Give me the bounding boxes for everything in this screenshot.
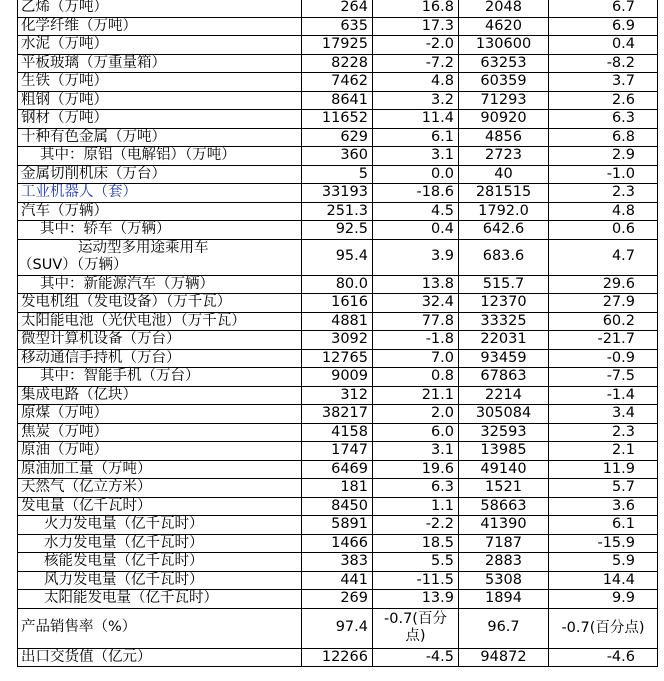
month-value: 95.4 <box>302 239 373 275</box>
table-row <box>18 405 658 424</box>
month-growth: -7.2 <box>373 54 459 73</box>
product-name: 粗钢（万吨） <box>18 91 302 110</box>
month-value: 629 <box>302 128 373 147</box>
month-growth: -2.0 <box>373 36 459 55</box>
table-row <box>18 36 658 55</box>
table-row <box>18 275 658 294</box>
table-row <box>18 608 658 648</box>
product-name: 火力发电量（亿千瓦时） <box>18 516 302 535</box>
month-growth: 77.8 <box>373 312 459 331</box>
month-growth: -18.6 <box>373 184 459 203</box>
product-name-line2: （SUV）（万辆） <box>18 257 128 273</box>
product-name: 平板玻璃（万重量箱） <box>18 54 302 73</box>
product-name: 化学纤维（万吨） <box>18 17 302 36</box>
month-growth: 11.4 <box>373 110 459 129</box>
table-body <box>18 0 658 667</box>
cumulative-growth: 2.9 <box>549 147 658 166</box>
month-growth: -1.8 <box>373 331 459 350</box>
month-growth: 4.8 <box>373 73 459 92</box>
month-growth: 18.5 <box>373 534 459 553</box>
month-growth: 17.3 <box>373 17 459 36</box>
product-name-line1: 运动型多用途乘用车 <box>78 240 209 256</box>
month-value: 4881 <box>302 312 373 331</box>
table-row <box>18 17 658 36</box>
cumulative-growth: 4.8 <box>549 202 658 221</box>
cumulative-growth: 3.7 <box>549 73 658 92</box>
table-row <box>18 73 658 92</box>
product-name: 微型计算机设备（万台） <box>18 331 302 350</box>
month-growth: 0.4 <box>373 221 459 240</box>
cumulative-growth: -7.5 <box>549 368 658 387</box>
month-value: 360 <box>302 147 373 166</box>
product-name: 水泥（万吨） <box>18 36 302 55</box>
cumulative-value: 2214 <box>459 386 549 405</box>
cumulative-value: 90920 <box>459 110 549 129</box>
cumulative-value: 94872 <box>459 648 549 667</box>
cumulative-growth: -8.2 <box>549 54 658 73</box>
product-name: 钢材（万吨） <box>18 110 302 129</box>
cumulative-value: 305084 <box>459 405 549 424</box>
cumulative-value: 12370 <box>459 294 549 313</box>
cumulative-value: 96.7 <box>459 608 549 648</box>
cumulative-growth: 6.7 <box>549 0 658 17</box>
product-name: 发电机组（发电设备）（万千瓦） <box>18 294 302 313</box>
month-value: 251.3 <box>302 202 373 221</box>
month-value: 312 <box>302 386 373 405</box>
month-growth: 2.0 <box>373 405 459 424</box>
cumulative-value: 281515 <box>459 184 549 203</box>
table-row <box>18 221 658 240</box>
cumulative-value: 71293 <box>459 91 549 110</box>
month-value: 1747 <box>302 442 373 461</box>
cumulative-value: 22031 <box>459 331 549 350</box>
month-value: 383 <box>302 553 373 572</box>
cumulative-growth: 27.9 <box>549 294 658 313</box>
product-name: 乙烯（万吨） <box>18 0 302 17</box>
month-growth: 13.8 <box>373 275 459 294</box>
month-growth: 32.4 <box>373 294 459 313</box>
month-value: 12266 <box>302 648 373 667</box>
month-value: 33193 <box>302 184 373 203</box>
month-growth: -11.5 <box>373 571 459 590</box>
table-row <box>18 648 658 667</box>
product-name: 焦炭（万吨） <box>18 423 302 442</box>
table-row <box>18 312 658 331</box>
cumulative-growth: 6.3 <box>549 110 658 129</box>
month-value: 5891 <box>302 516 373 535</box>
cumulative-growth: 29.6 <box>549 275 658 294</box>
month-value: 8450 <box>302 497 373 516</box>
cumulative-value: 515.7 <box>459 275 549 294</box>
cumulative-growth: 4.7 <box>549 239 658 275</box>
month-growth: 7.0 <box>373 349 459 368</box>
table-row <box>18 479 658 498</box>
product-name: 发电量（亿千瓦时） <box>18 497 302 516</box>
month-value: 635 <box>302 17 373 36</box>
table-row <box>18 331 658 350</box>
cumulative-growth: 2.3 <box>549 423 658 442</box>
month-value: 1616 <box>302 294 373 313</box>
cumulative-value: 49140 <box>459 460 549 479</box>
cumulative-value: 32593 <box>459 423 549 442</box>
cumulative-growth: 3.4 <box>549 405 658 424</box>
cumulative-growth: -15.9 <box>549 534 658 553</box>
month-value: 80.0 <box>302 275 373 294</box>
month-growth: 6.0 <box>373 423 459 442</box>
month-growth: 3.2 <box>373 91 459 110</box>
product-name: 核能发电量（亿千瓦时） <box>18 553 302 572</box>
cumulative-value: 2048 <box>459 0 549 17</box>
month-growth: 1.1 <box>373 497 459 516</box>
cumulative-value: 4856 <box>459 128 549 147</box>
product-name: 生铁（万吨） <box>18 73 302 92</box>
cumulative-value: 2723 <box>459 147 549 166</box>
month-growth: 0.8 <box>373 368 459 387</box>
month-growth: -0.7(百分点) <box>373 608 459 648</box>
cumulative-value: 60359 <box>459 73 549 92</box>
month-growth: 5.5 <box>373 553 459 572</box>
month-value: 7462 <box>302 73 373 92</box>
industrial-output-table <box>17 0 658 667</box>
month-growth: 13.9 <box>373 590 459 609</box>
table-row <box>18 368 658 387</box>
cumulative-value: 67863 <box>459 368 549 387</box>
cumulative-growth: 6.8 <box>549 128 658 147</box>
table-row <box>18 147 658 166</box>
month-value: 9009 <box>302 368 373 387</box>
cumulative-growth: 5.7 <box>549 479 658 498</box>
cumulative-value: 1894 <box>459 590 549 609</box>
month-value: 269 <box>302 590 373 609</box>
table-row <box>18 110 658 129</box>
table-row <box>18 294 658 313</box>
table-row <box>18 423 658 442</box>
cumulative-value: 93459 <box>459 349 549 368</box>
cumulative-value: 63253 <box>459 54 549 73</box>
table-row <box>18 516 658 535</box>
cumulative-growth: -0.7(百分点) <box>549 608 658 648</box>
cumulative-growth: 6.1 <box>549 516 658 535</box>
table-row <box>18 442 658 461</box>
product-name: 太阳能电池（光伏电池）（万千瓦） <box>18 312 302 331</box>
cumulative-value: 130600 <box>459 36 549 55</box>
table-row <box>18 534 658 553</box>
product-name: 汽车（万辆） <box>18 202 302 221</box>
month-value: 8641 <box>302 91 373 110</box>
table-row <box>18 0 658 17</box>
month-growth: 4.5 <box>373 202 459 221</box>
cumulative-growth: -1.0 <box>549 165 658 184</box>
month-value: 1466 <box>302 534 373 553</box>
month-growth: 21.1 <box>373 386 459 405</box>
month-value: 181 <box>302 479 373 498</box>
cumulative-growth: 14.4 <box>549 571 658 590</box>
table-row <box>18 184 658 203</box>
month-growth: 0.0 <box>373 165 459 184</box>
cumulative-value: 2883 <box>459 553 549 572</box>
product-name: 风力发电量（亿千瓦时） <box>18 571 302 590</box>
cumulative-value: 1792.0 <box>459 202 549 221</box>
product-name: 产品销售率（%） <box>18 608 302 648</box>
table-row <box>18 239 658 275</box>
product-name: 十种有色金属（万吨） <box>18 128 302 147</box>
product-name: 原油加工量（万吨） <box>18 460 302 479</box>
cumulative-growth: 0.4 <box>549 36 658 55</box>
cumulative-growth: 0.6 <box>549 221 658 240</box>
cumulative-growth: -0.9 <box>549 349 658 368</box>
table-row <box>18 497 658 516</box>
month-value: 264 <box>302 0 373 17</box>
product-name-link[interactable]: 工业机器人（套） <box>18 184 302 203</box>
product-name: 其中：轿车（万辆） <box>18 221 302 240</box>
month-growth: 19.6 <box>373 460 459 479</box>
month-growth: 6.3 <box>373 479 459 498</box>
cumulative-growth: 6.9 <box>549 17 658 36</box>
month-value: 12765 <box>302 349 373 368</box>
cumulative-value: 1521 <box>459 479 549 498</box>
cumulative-value: 4620 <box>459 17 549 36</box>
table-row <box>18 460 658 479</box>
cumulative-value: 5308 <box>459 571 549 590</box>
month-value: 5 <box>302 165 373 184</box>
cumulative-value: 683.6 <box>459 239 549 275</box>
month-value: 3092 <box>302 331 373 350</box>
cumulative-growth: -21.7 <box>549 331 658 350</box>
cumulative-growth: 11.9 <box>549 460 658 479</box>
cumulative-growth: 2.1 <box>549 442 658 461</box>
product-name: 其中：新能源汽车（万辆） <box>18 275 302 294</box>
product-name: 太阳能发电量（亿千瓦时） <box>18 590 302 609</box>
cumulative-growth: 60.2 <box>549 312 658 331</box>
table-row <box>18 91 658 110</box>
month-growth: 16.8 <box>373 0 459 17</box>
month-value: 92.5 <box>302 221 373 240</box>
product-name: 水力发电量（亿千瓦时） <box>18 534 302 553</box>
product-name: 金属切削机床（万台） <box>18 165 302 184</box>
cumulative-value: 58663 <box>459 497 549 516</box>
month-value: 17925 <box>302 36 373 55</box>
table-row <box>18 54 658 73</box>
month-value: 97.4 <box>302 608 373 648</box>
table-row <box>18 386 658 405</box>
month-growth: 3.9 <box>373 239 459 275</box>
product-name: 原油（万吨） <box>18 442 302 461</box>
cumulative-value: 13985 <box>459 442 549 461</box>
cumulative-growth: 2.3 <box>549 184 658 203</box>
product-name: 其中：智能手机（万台） <box>18 368 302 387</box>
month-growth: -2.2 <box>373 516 459 535</box>
month-value: 11652 <box>302 110 373 129</box>
table-row <box>18 128 658 147</box>
table-row <box>18 553 658 572</box>
month-growth: 3.1 <box>373 442 459 461</box>
product-name: 天然气（亿立方米） <box>18 479 302 498</box>
month-growth: 6.1 <box>373 128 459 147</box>
month-value: 6469 <box>302 460 373 479</box>
product-name <box>18 239 302 275</box>
table-row <box>18 202 658 221</box>
product-name: 移动通信手持机（万台） <box>18 349 302 368</box>
month-value: 441 <box>302 571 373 590</box>
product-name: 出口交货值（亿元） <box>18 648 302 667</box>
product-name: 其中：原铝（电解铝）（万吨） <box>18 147 302 166</box>
cumulative-growth: 9.9 <box>549 590 658 609</box>
cumulative-value: 7187 <box>459 534 549 553</box>
month-growth: -4.5 <box>373 648 459 667</box>
cumulative-value: 642.6 <box>459 221 549 240</box>
cumulative-growth: 3.6 <box>549 497 658 516</box>
cumulative-value: 41390 <box>459 516 549 535</box>
table-row <box>18 571 658 590</box>
table-row <box>18 165 658 184</box>
cumulative-growth: -1.4 <box>549 386 658 405</box>
cumulative-value: 33325 <box>459 312 549 331</box>
month-value: 38217 <box>302 405 373 424</box>
cumulative-growth: 2.6 <box>549 91 658 110</box>
product-name: 集成电路（亿块） <box>18 386 302 405</box>
month-value: 4158 <box>302 423 373 442</box>
cumulative-growth: 5.9 <box>549 553 658 572</box>
cumulative-growth: -4.6 <box>549 648 658 667</box>
month-growth: 3.1 <box>373 147 459 166</box>
month-value: 8228 <box>302 54 373 73</box>
cumulative-value: 40 <box>459 165 549 184</box>
table-row <box>18 590 658 609</box>
table-row <box>18 349 658 368</box>
product-name: 原煤（万吨） <box>18 405 302 424</box>
